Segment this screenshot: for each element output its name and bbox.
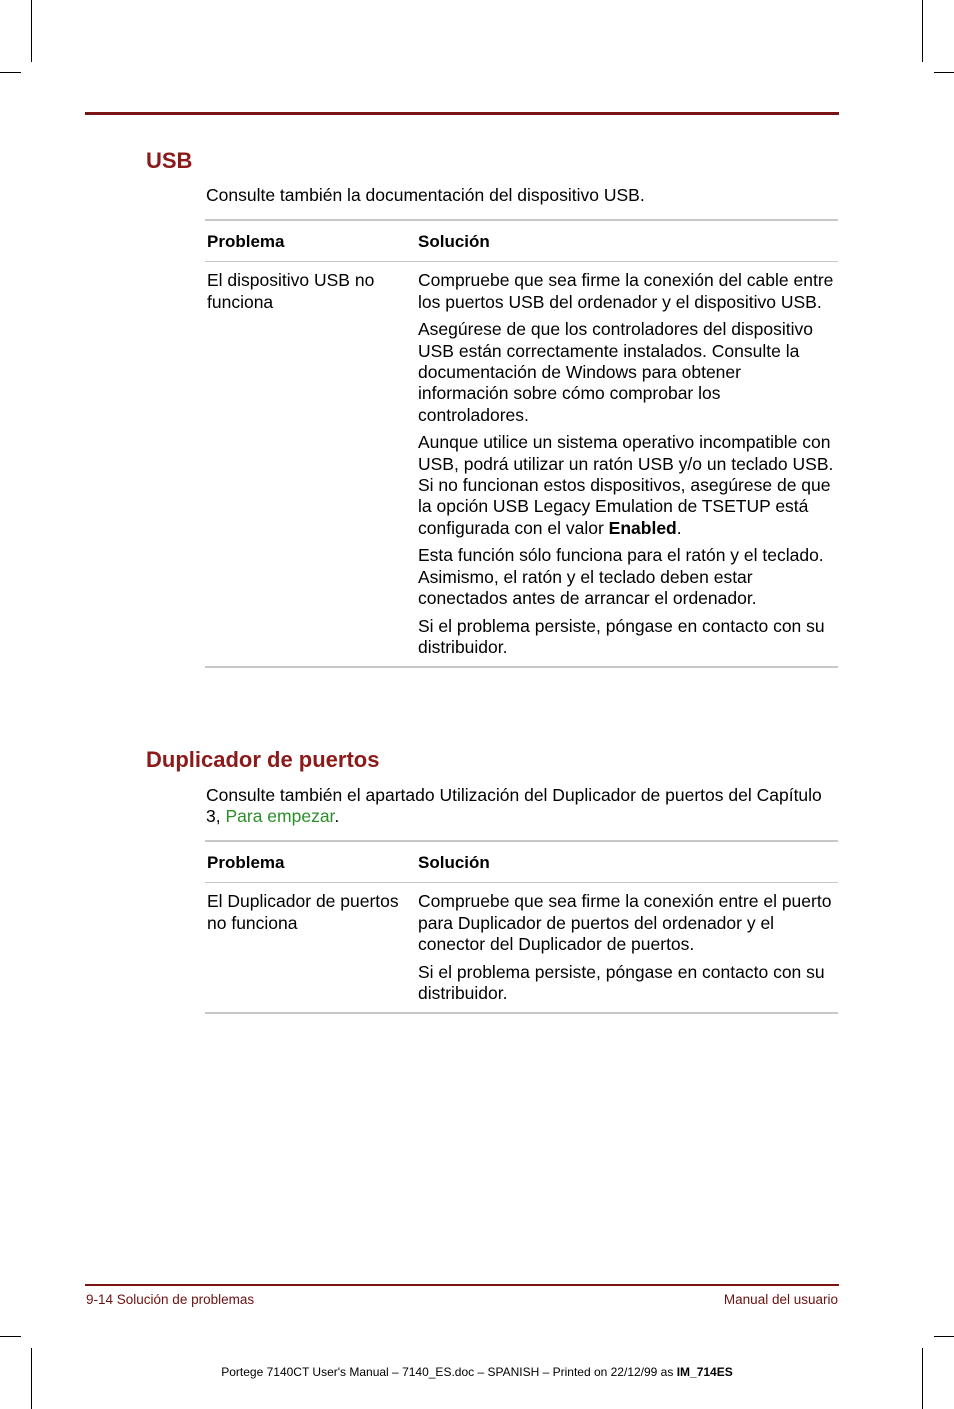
- imprint-code: IM_714ES: [676, 1365, 733, 1379]
- solution-paragraph: Si el problema persiste, póngase en contacto con su distribuidor.: [418, 961, 825, 1003]
- problem-column-header: Problema: [205, 841, 416, 883]
- header-rule: [85, 112, 839, 115]
- solution-paragraph: Compruebe que sea firme la conexión del cable entre los puertos USB del ordenador y el dispositivo USB.: [418, 270, 834, 312]
- chapter-link[interactable]: Para empezar: [225, 806, 335, 826]
- table-header-row: [205, 841, 838, 883]
- usb-heading: USB: [146, 148, 193, 173]
- solution-paragraph: Esta función sólo funciona para el ratón y el teclado. Asimismo, el ratón y el teclado deben estar conectados antes de arrancar el ordenador.: [418, 545, 824, 608]
- solution-paragraph: Asegúrese de que los controladores del dispositivo USB están correctamente instalados. Consulte la documentación de Windows para obtener información sobre cómo comprobar los controladores.: [418, 319, 813, 425]
- crop-mark: [0, 72, 21, 73]
- problem-cell: El dispositivo USB no funciona: [205, 262, 416, 668]
- footer-page-label: 9-14 Solución de problemas: [86, 1292, 255, 1307]
- solution-cell: [416, 883, 838, 1013]
- solution-text-end: .: [676, 517, 682, 538]
- solution-column-header: Solución: [416, 841, 838, 883]
- solution-column-header: Solución: [416, 220, 838, 262]
- crop-mark: [0, 1336, 21, 1337]
- intro-text-end: .: [334, 806, 340, 826]
- enabled-value: Enabled: [608, 517, 677, 538]
- crop-mark: [31, 0, 32, 62]
- usb-intro: Consulte también la documentación del dispositivo USB.: [206, 185, 645, 205]
- problem-cell: El Duplicador de puertos no funciona: [205, 883, 416, 1013]
- solution-paragraph: [418, 432, 836, 538]
- solution-paragraph: Compruebe que sea firme la conexión entre el puerto para Duplicador de puertos del ordenador y el conector del Duplicador de puertos.: [418, 891, 832, 954]
- footer-rule: [85, 1284, 839, 1286]
- problem-column-header: Problema: [205, 220, 416, 262]
- crop-mark: [922, 0, 923, 62]
- solution-text: Aunque utilice un sistema operativo incompatible con USB, podrá utilizar un ratón USB y/o un teclado USB. Si no funcionan estos dispositivos, asegúrese de que la opción USB Legacy Emulation de TSETUP está configurada con el valor: [418, 432, 834, 538]
- intro-text: Consulte también el apartado Utilización del Duplicador de puertos del Capítulo 3,: [206, 785, 822, 826]
- port-replicator-intro: [206, 785, 836, 827]
- imprint-text: Portege 7140CT User's Manual – 7140_ES.doc – SPANISH – Printed on 22/12/99 as: [221, 1365, 677, 1379]
- footer-manual-label: Manual del usuario: [723, 1292, 838, 1307]
- table-row: [205, 883, 838, 1013]
- crop-mark: [934, 1336, 954, 1337]
- table-header-row: [205, 220, 838, 262]
- crop-mark: [934, 72, 954, 73]
- table-row: [205, 262, 838, 668]
- usb-problem-table: [205, 219, 838, 668]
- port-replicator-problem-table: [205, 840, 838, 1014]
- solution-paragraph: Si el problema persiste, póngase en contacto con su distribuidor.: [418, 615, 825, 658]
- port-replicator-heading: Duplicador de puertos: [146, 747, 380, 772]
- solution-cell: [416, 262, 838, 668]
- print-imprint: [0, 1365, 954, 1379]
